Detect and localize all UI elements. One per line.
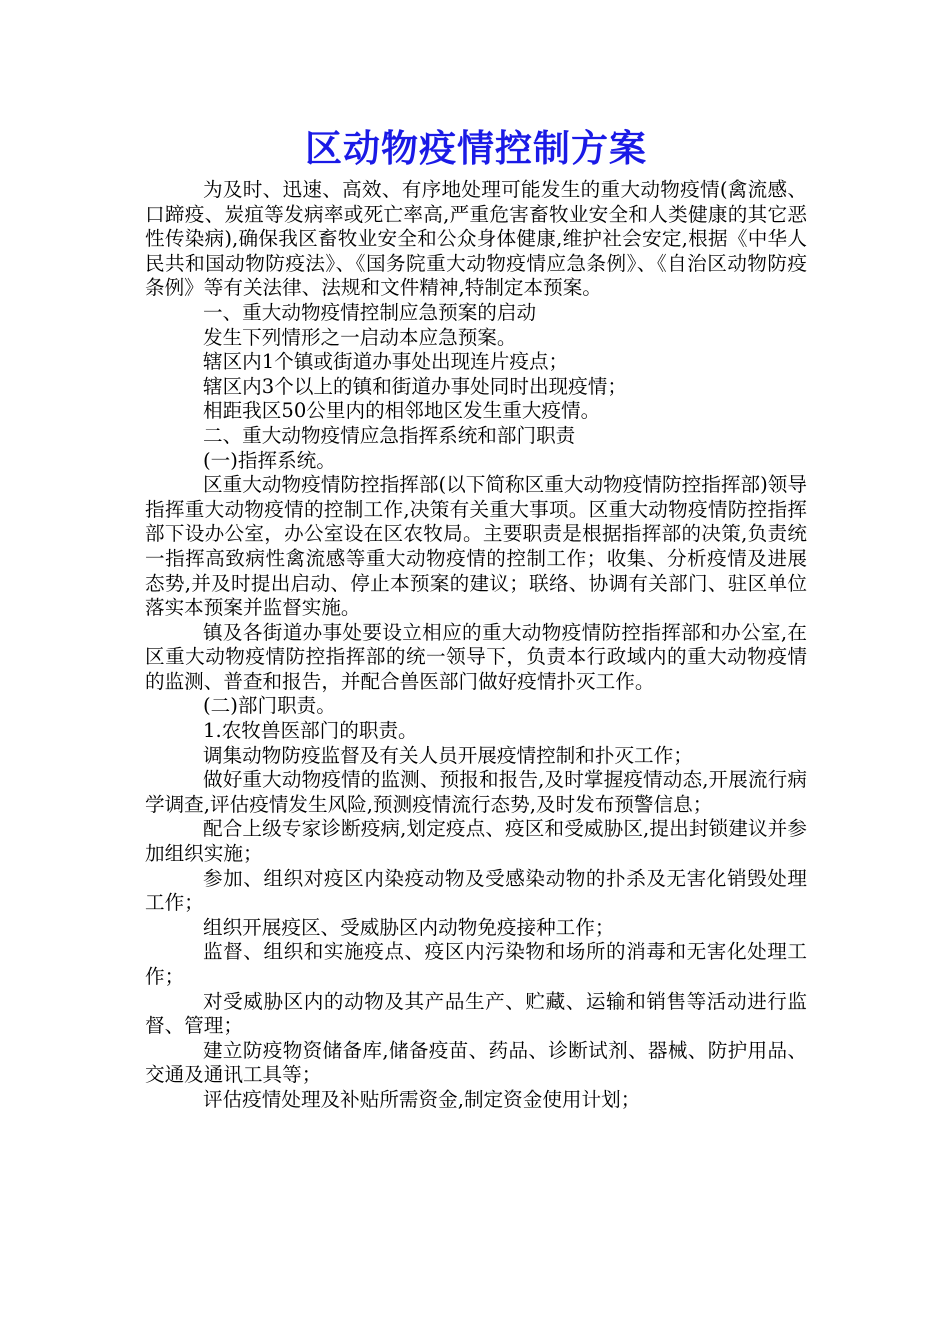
paragraph: 镇及各街道办事处要设立相应的重大动物疫情防控指挥部和办公室,在区重大动物疫情防控指挥部的统一领导下，负责本行政域内的重大动物疫情的监测、普查和报告，并配合兽医部门做好疫情扑灭工作。 [145, 620, 807, 693]
paragraph: 评估疫情处理及补贴所需资金,制定资金使用计划； [203, 1087, 641, 1111]
paragraph: 做好重大动物疫情的监测、预报和报告,及时掌握疫情动态,开展流行病学调查,评估疫情发生风险,预测疫情流行态势,及时发布预警信息； [145, 768, 807, 816]
paragraph: (一)指挥系统。 [203, 448, 336, 472]
paragraph: 二、重大动物疫情应急指挥系统和部门职责 [203, 423, 576, 447]
paragraph: 建立防疫物资储备库,储备疫苗、药品、诊断试剂、器械、防护用品、交通及通讯工具等； [145, 1038, 807, 1087]
paragraph: 相距我区50公里内的相邻地区发生重大疫情。 [203, 399, 601, 423]
document-body [145, 178, 807, 1113]
paragraph: 发生下列情形之一启动本应急预案。 [203, 325, 517, 349]
paragraph: 区重大动物疫情防控指挥部(以下简称区重大动物疫情防控指挥部)领导指挥重大动物疫情的控制工作,决策有关重大事项。区重大动物疫情防控指挥部下设办公室，办公室设在区农牧局。主要职责是根据指挥部的决策,负责统一指挥高致病性禽流感等重大动物疫情的控制工作；收集、分析疫情及进展态势,并及时提出启动、停止本预案的建议；联络、协调有关部门、驻区单位落实本预案并监督实施。 [145, 473, 807, 620]
paragraph: (二)部门职责。 [203, 694, 336, 718]
document-page [145, 122, 807, 1113]
paragraph: 辖区内1个镇或街道办事处出现连片疫点； [203, 350, 569, 374]
paragraph: 配合上级专家诊断疫病,划定疫点、疫区和受威胁区,提出封锁建议并参加组织实施； [145, 817, 807, 866]
paragraph: 调集动物防疫监督及有关人员开展疫情控制和扑灭工作； [203, 743, 693, 767]
paragraph: 对受威胁区内的动物及其产品生产、贮藏、运输和销售等活动进行监督、管理； [145, 989, 807, 1038]
paragraph: 一、重大动物疫情控制应急预案的启动 [203, 300, 537, 324]
paragraph: 辖区内3个以上的镇和街道办事处同时出现疫情； [203, 374, 627, 398]
paragraph: 组织开展疫区、受威胁区内动物免疫接种工作； [203, 915, 615, 939]
document-title: 区动物疫情控制方案 [305, 126, 647, 170]
paragraph: 为及时、迅速、高效、有序地处理可能发生的重大动物疫情(禽流感、口蹄疫、炭疽等发病率或死亡率高,严重危害畜牧业安全和人类健康的其它恶性传染病),确保我区畜牧业安全和公众身体健康,维护社会安定,根据《中华人民共和国动物防疫法》、《国务院重大动物疫情应急条例》、《自治区动物防疫条例》等有关法律、法规和文件精神,特制定本预案。 [145, 178, 807, 300]
paragraph: 1.农牧兽医部门的职责。 [203, 719, 418, 743]
paragraph: 参加、组织对疫区内染疫动物及受感染动物的扑杀及无害化销毁处理工作； [145, 866, 807, 915]
paragraph: 监督、组织和实施疫点、疫区内污染物和场所的消毒和无害化处理工作； [145, 940, 807, 988]
